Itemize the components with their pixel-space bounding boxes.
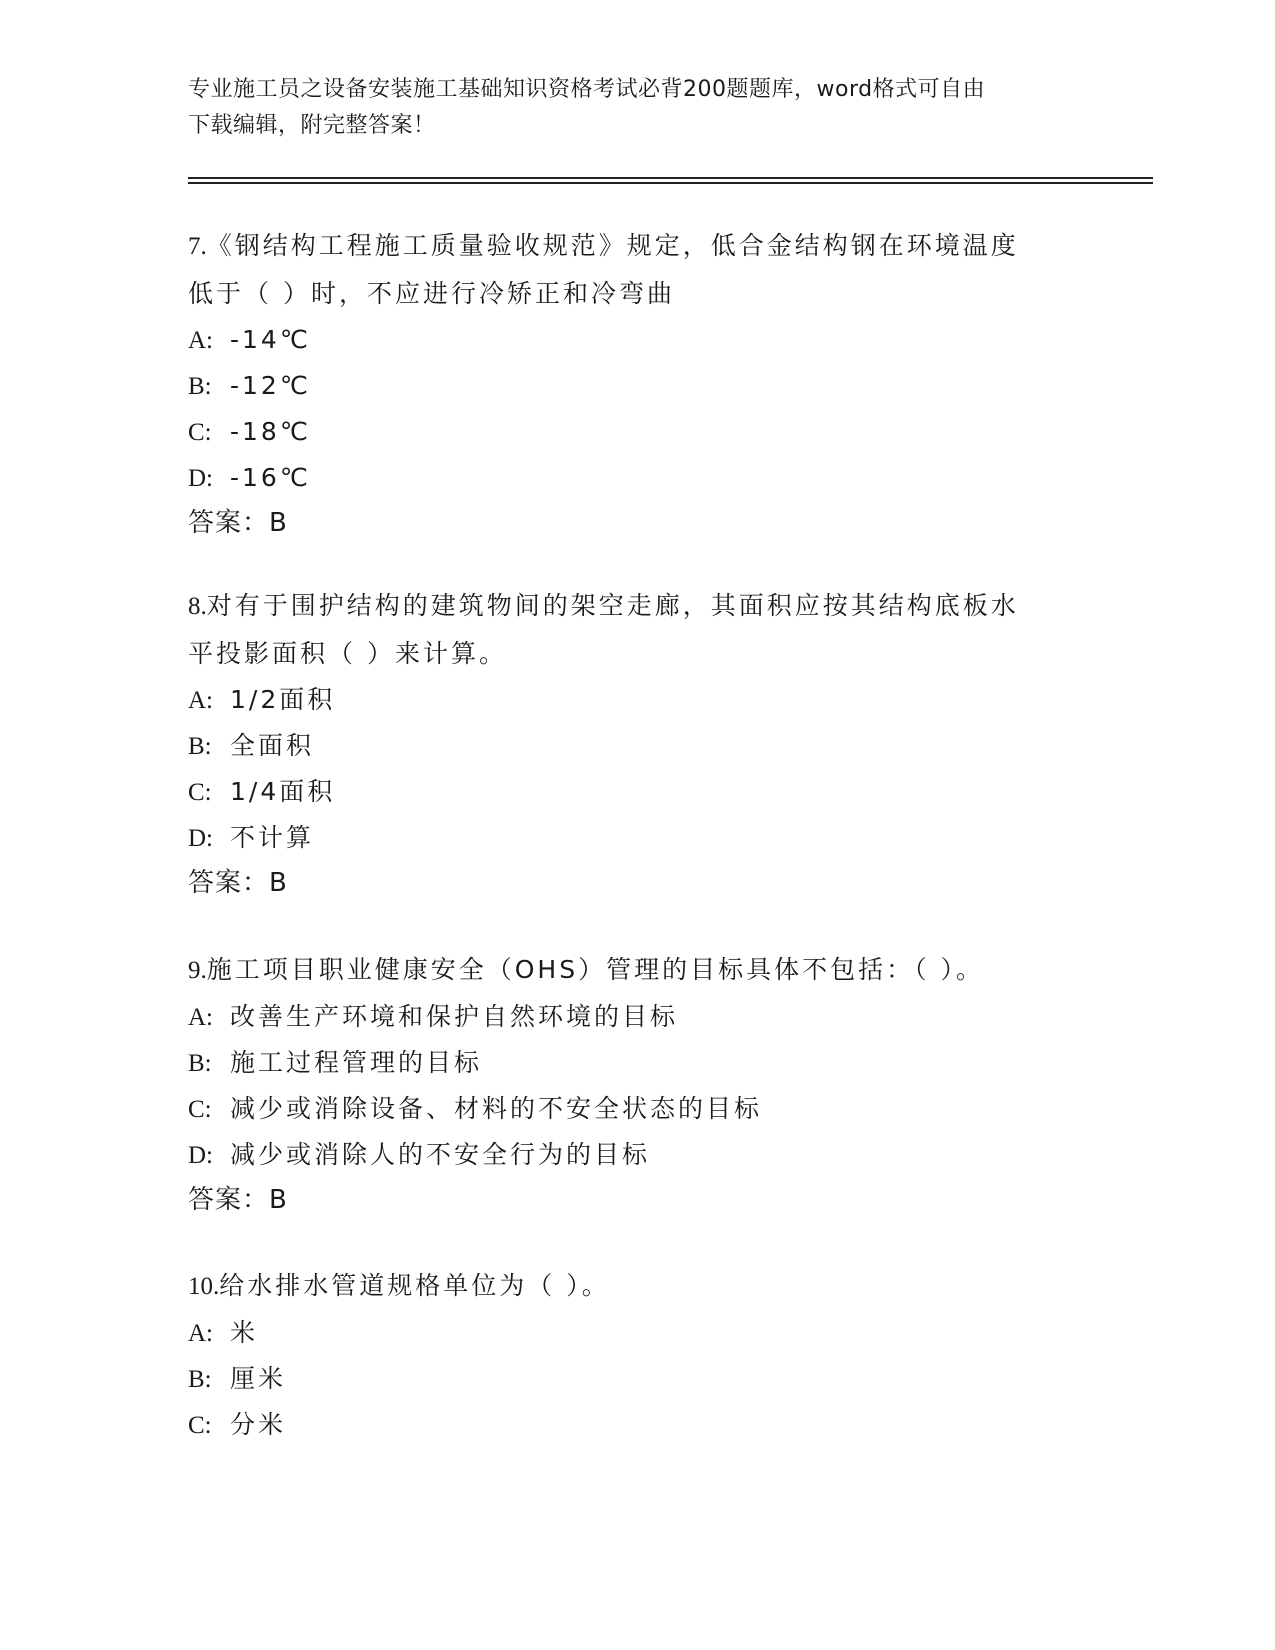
option-letter: D: (188, 825, 213, 852)
option-b (188, 1040, 1088, 1086)
option-letter: C: (188, 1096, 212, 1123)
question-8 (188, 582, 1088, 906)
option-letter: B: (188, 733, 212, 760)
question-number: 10. (188, 1273, 220, 1300)
option-a (188, 317, 1088, 363)
answer-line: 答案：B (188, 508, 288, 538)
option-letter: A: (188, 327, 213, 354)
answer-line: 答案：B (188, 1185, 288, 1215)
option-letter: B: (188, 373, 212, 400)
option-text: 不计算 (230, 823, 315, 852)
question-stem-line: 低于（ ）时，不应进行冷矫正和冷弯曲 (188, 279, 675, 308)
header-line-2: 下载编辑，附完整答案！ (188, 113, 436, 138)
option-d (188, 1132, 1088, 1178)
option-c (188, 409, 1088, 455)
option-d (188, 815, 1088, 861)
option-text: 分米 (230, 1410, 287, 1439)
question-stem-line: 平投影面积（ ）来计算。 (188, 639, 507, 668)
question-7 (188, 222, 1088, 546)
option-text: -12℃ (230, 371, 311, 400)
option-c (188, 1086, 1088, 1132)
option-letter: C: (188, 779, 212, 806)
option-letter: A: (188, 1004, 213, 1031)
question-stem-line: 施工项目职业健康安全（OHS）管理的目标具体不包括：（ ）。 (206, 955, 985, 984)
option-c (188, 1402, 1088, 1448)
option-text: 1/4面积 (230, 777, 336, 806)
option-letter: D: (188, 465, 213, 492)
header-divider-bottom (188, 182, 1153, 184)
option-letter: B: (188, 1050, 212, 1077)
option-text: 厘米 (230, 1364, 287, 1393)
option-a (188, 1310, 1088, 1356)
document-header (188, 72, 1088, 144)
question-stem-line: 给水排水管道规格单位为（ ）。 (219, 1271, 610, 1300)
question-stem (188, 946, 1088, 994)
header-line-1: 专业施工员之设备安装施工基础知识资格考试必背200题题库，word格式可自由 (188, 77, 986, 102)
question-9 (188, 946, 1088, 1223)
question-stem-line: 《钢结构工程施工质量验收规范》规定，低合金结构钢在环境温度 (206, 231, 1019, 260)
question-number: 8. (188, 593, 207, 620)
question-stem (188, 1262, 1088, 1310)
option-letter: D: (188, 1142, 213, 1169)
option-b (188, 723, 1088, 769)
option-letter: B: (188, 1366, 212, 1393)
option-text: 全面积 (230, 731, 315, 760)
question-number: 9. (188, 957, 207, 984)
option-text: -14℃ (230, 325, 311, 354)
question-stem-line: 对有于围护结构的建筑物间的架空走廊，其面积应按其结构底板水 (206, 591, 1019, 620)
answer-line: 答案：B (188, 868, 288, 898)
header-divider-top (188, 177, 1153, 179)
question-10 (188, 1262, 1088, 1448)
option-text: 米 (230, 1318, 259, 1347)
question-stem (188, 222, 1088, 270)
option-c (188, 769, 1088, 815)
question-number: 7. (188, 233, 207, 260)
option-text: -16℃ (230, 463, 311, 492)
option-d (188, 455, 1088, 501)
option-text: 施工过程管理的目标 (230, 1048, 483, 1077)
option-letter: A: (188, 687, 213, 714)
option-letter: A: (188, 1320, 213, 1347)
option-a (188, 994, 1088, 1040)
option-text: 改善生产环境和保护自然环境的目标 (230, 1002, 679, 1031)
option-letter: C: (188, 1412, 212, 1439)
option-b (188, 1356, 1088, 1402)
option-text: -18℃ (230, 417, 311, 446)
question-stem (188, 582, 1088, 630)
option-b (188, 363, 1088, 409)
option-text: 1/2面积 (230, 685, 336, 714)
option-text: 减少或消除设备、材料的不安全状态的目标 (230, 1094, 763, 1123)
option-letter: C: (188, 419, 212, 446)
option-a (188, 677, 1088, 723)
option-text: 减少或消除人的不安全行为的目标 (230, 1140, 651, 1169)
